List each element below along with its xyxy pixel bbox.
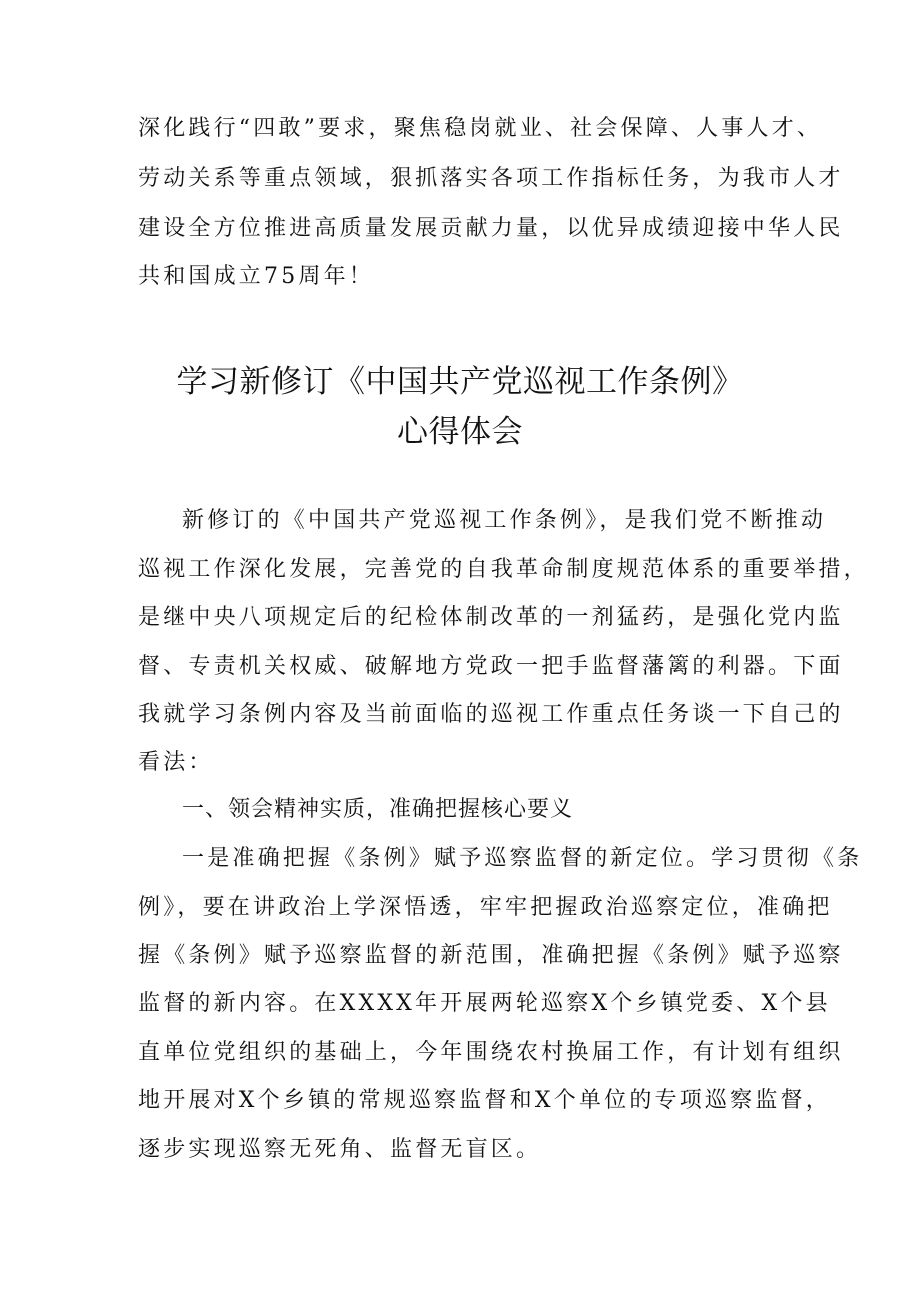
document-title-line-2: 心得体会	[397, 414, 523, 450]
document-title-line-1: 学习新修订《中国共产党巡视工作条例》	[176, 364, 744, 400]
section1-line-3: 握《条例》赋予巡察监督的新范围，准确把握《条例》赋予巡察	[138, 943, 844, 968]
prev-section-line-3: 建设全方位推进高质量发展贡献力量，以优异成绩迎接中华人民	[138, 216, 844, 241]
section-heading-1: 一、领会精神实质，准确把握核心要义	[182, 797, 574, 822]
prev-section-line-1: 深化践行“四敢”要求，聚焦稳岗就业、社会保障、人事人才、	[138, 116, 823, 141]
section1-line-2: 例》，要在讲政治上学深悟透，牢牢把握政治巡察定位，准确把	[138, 895, 833, 920]
section1-line-4: 监督的新内容。在XXXX年开展两轮巡察X个乡镇党委、X个县	[138, 991, 831, 1016]
intro-line-4: 督、专责机关权威、破解地方党政一把手监督藩篱的利器。下面	[138, 654, 844, 679]
intro-line-2: 巡视工作深化发展，完善党的自我革命制度规范体系的重要举措，	[138, 557, 869, 582]
section1-line-1: 一是准确把握《条例》赋予巡察监督的新定位。学习贯彻《条	[182, 846, 863, 871]
prev-section-line-2: 劳动关系等重点领域，狠抓落实各项工作指标任务，为我市人才	[138, 166, 844, 191]
intro-line-3: 是继中央八项规定后的纪检体制改革的一剂猛药，是强化党内监	[138, 605, 844, 630]
section1-line-5: 直单位党组织的基础上，今年围绕农村换届工作，有计划有组织	[138, 1040, 844, 1065]
intro-line-5: 我就学习条例内容及当前面临的巡视工作重点任务谈一下自己的	[138, 702, 844, 727]
intro-line-1: 新修订的《中国共产党巡视工作条例》，是我们党不断推动	[182, 508, 827, 533]
section1-line-7: 逐步实现巡察无死角、监督无盲区。	[138, 1137, 542, 1162]
prev-section-line-4: 共和国成立75周年！	[138, 264, 374, 289]
intro-line-6: 看法：	[138, 750, 214, 775]
section1-line-6: 地开展对X个乡镇的常规巡察监督和X个单位的专项巡察监督，	[138, 1088, 831, 1113]
